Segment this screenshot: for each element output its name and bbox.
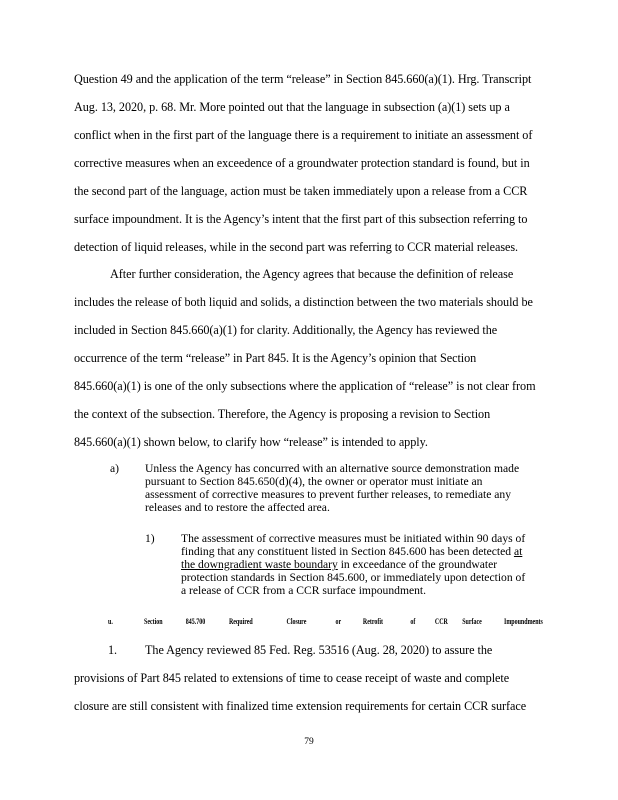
- heading-word: Section: [144, 617, 163, 626]
- heading-word: CCR: [434, 617, 448, 626]
- text-line: detection of liquid releases, while in the second part was referring to CCR material releases.: [74, 240, 519, 254]
- heading-word: Retrofit: [362, 617, 384, 626]
- subsection-label: a): [110, 462, 120, 475]
- text-line: conflict when in the first part of the language there is a requirement to initiate an assessment of: [74, 128, 533, 142]
- text-line: Unless the Agency has concurred with an alternative source demonstration made: [145, 462, 520, 475]
- heading-word: Impoundments: [504, 617, 543, 626]
- text-line: includes the release of both liquid and solids, a distinction between the two materials should be: [74, 295, 533, 309]
- text-line: Question 49 and the application of the term “release” in Section 845.660(a)(1). Hrg. Transcript: [74, 72, 532, 86]
- heading-word: 845.700: [185, 617, 206, 626]
- heading-word: of: [410, 617, 416, 626]
- page-number: 79: [304, 737, 314, 747]
- text-line: Aug. 13, 2020, p. 68. Mr. More pointed out that the language in subsection (a)(1) sets up a: [74, 100, 510, 114]
- heading-word: Closure: [286, 617, 307, 626]
- text-line: 845.660(a)(1) is one of the only subsections where the application of “release” is not clear from: [74, 379, 536, 393]
- heading-number: u.: [108, 617, 113, 626]
- subsection-label: 1): [145, 532, 155, 545]
- heading-word: or: [335, 617, 342, 626]
- text-line: [181, 558, 497, 571]
- text-line: After further consideration, the Agency agrees that because the definition of release: [110, 267, 514, 281]
- inserted-text: at: [513, 545, 523, 558]
- text-line: The assessment of corrective measures must be initiated within 90 days of: [181, 532, 526, 545]
- text-line: corrective measures when an exceedence of a groundwater protection standard is found, but in: [74, 156, 530, 170]
- text-line: the context of the subsection. Therefore, the Agency is proposing a revision to Section: [74, 407, 491, 421]
- text-line: occurrence of the term “release” in Part 845. It is the Agency’s opinion that Section: [74, 351, 477, 365]
- text-line: closure are still consistent with finalized time extension requirements for certain CCR surface: [74, 699, 527, 713]
- heading-word: Required: [228, 617, 253, 626]
- text-line: provisions of Part 845 related to extensions of time to cease receipt of waste and complete: [74, 671, 510, 685]
- text-segment: finding that any constituent listed in Section 845.600 has been detected: [181, 545, 514, 558]
- text-line: releases and to restore the affected area.: [145, 501, 330, 514]
- text-line: included in Section 845.660(a)(1) for clarity. Additionally, the Agency has reviewed the: [74, 323, 498, 337]
- text-segment: in exceedance of the groundwater: [337, 558, 498, 571]
- text-line: pursuant to Section 845.650(d)(4), the owner or operator must initiate an: [145, 475, 483, 488]
- text-line: a release of CCR from a CCR surface impoundment.: [181, 584, 427, 597]
- text-line: surface impoundment. It is the Agency’s intent that the first part of this subsection referring to: [74, 212, 528, 226]
- text-line: the second part of the language, action must be taken immediately upon a release from a CCR: [74, 184, 528, 198]
- inserted-text: the downgradient waste boundary: [181, 558, 338, 571]
- text-line: The Agency reviewed 85 Fed. Reg. 53516 (Aug. 28, 2020) to assure the: [145, 643, 493, 657]
- heading-word: Surface: [462, 617, 482, 626]
- text-line: protection standards in Section 845.600, or immediately upon detection of: [181, 571, 526, 584]
- text-line: assessment of corrective measures to prevent further releases, to remediate any: [145, 488, 512, 501]
- text-line: [181, 545, 522, 558]
- paragraph-number: 1.: [108, 643, 118, 657]
- text-line: 845.660(a)(1) shown below, to clarify how “release” is intended to apply.: [74, 435, 428, 449]
- section-heading: [108, 617, 543, 629]
